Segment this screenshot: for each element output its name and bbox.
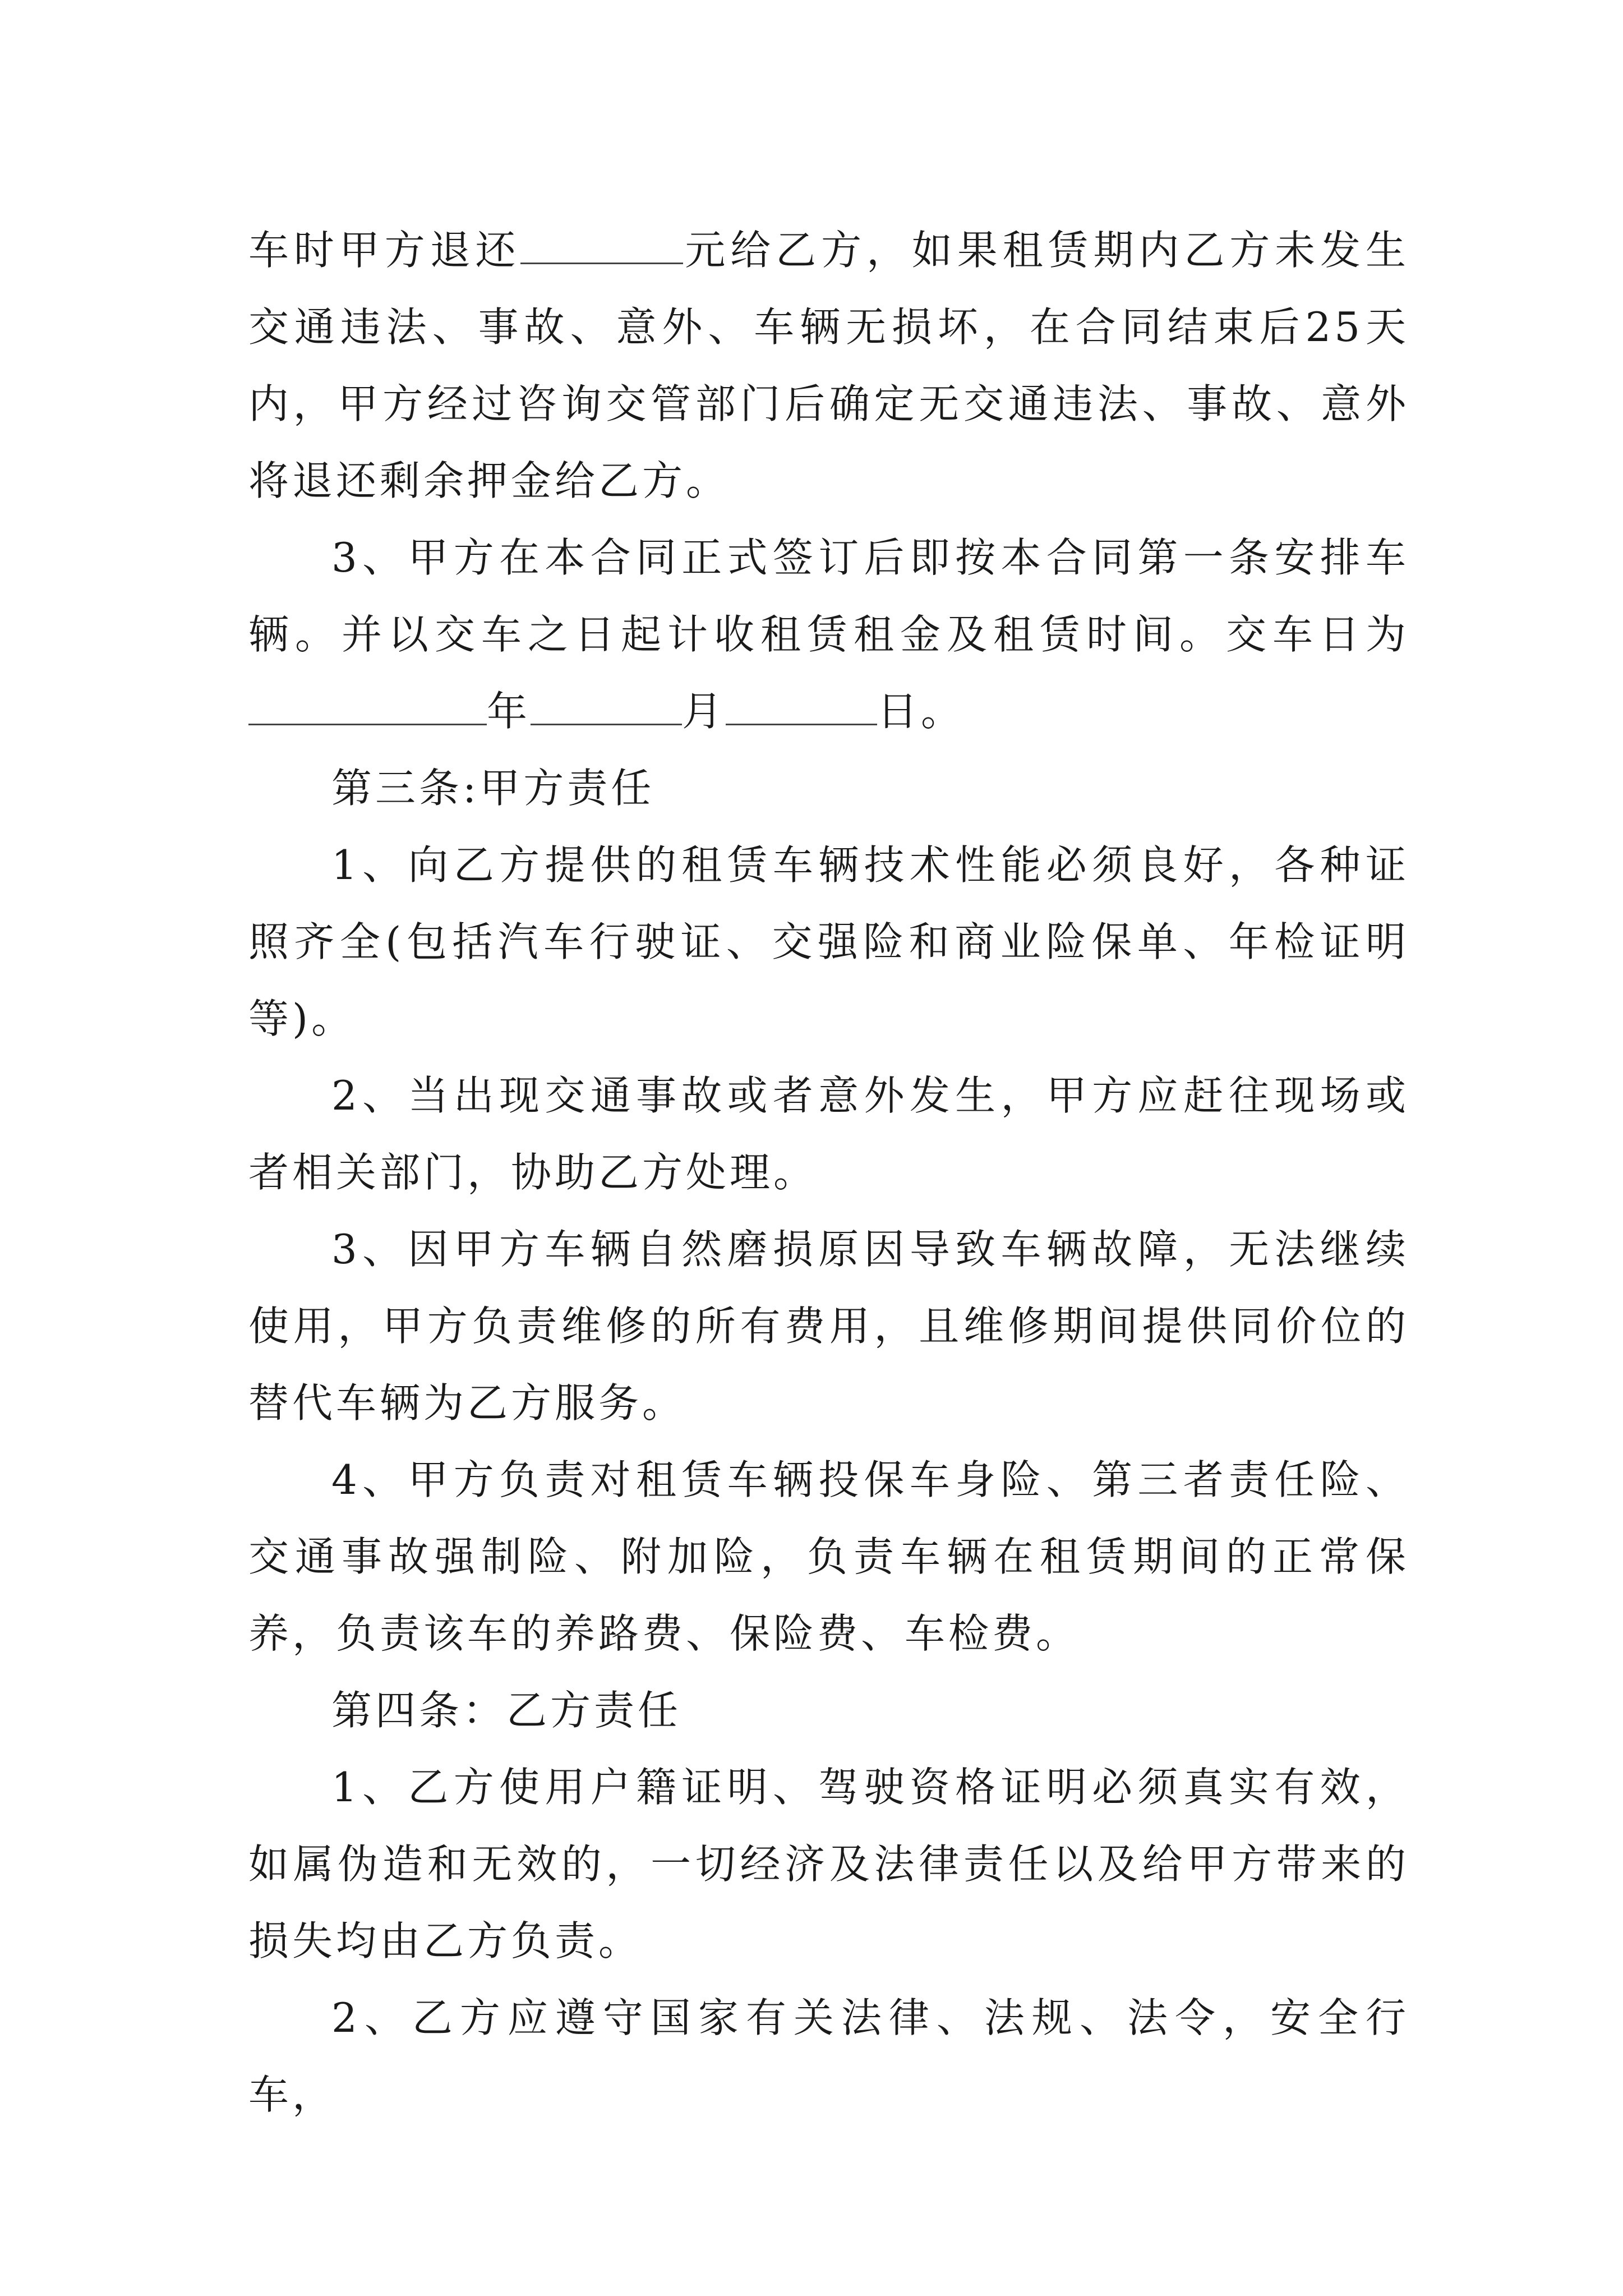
clause-a-4: 4、甲方负责对租赁车辆投保车身险、第三者责任险、交通事故强制险、附加险，负责车辆在租赁期间的正常保养，负责该车的养路费、保险费、车检费。 (248, 1456, 1409, 1657)
month-label: 月 (682, 688, 726, 735)
section-heading-party-a: 第三条:甲方责任 (331, 765, 655, 812)
refund-amount-blank (520, 229, 683, 264)
clause-a-3: 3、因甲方车辆自然磨损原因导致车辆故障，无法继续使用，甲方负责维修的所有费用，且维修期间提供同价位的替代车辆为乙方服务。 (248, 1226, 1409, 1427)
paragraph-deposit-refund (248, 212, 1409, 519)
paragraph-vehicle-delivery (248, 519, 1409, 750)
text-segment: 车时甲方退还 (248, 227, 521, 274)
day-label: 日。 (877, 688, 965, 735)
day-blank (726, 690, 877, 725)
clause-b-2: 2、乙方应遵守国家有关法律、法规、法令，安全行车， (248, 1994, 1409, 2118)
clause-a-1: 1、向乙方提供的租赁车辆技术性能必须良好，各种证照齐全(包括汽车行驶证、交强险和商业险保单、年检证明等)。 (248, 841, 1409, 1042)
year-blank (248, 690, 487, 725)
section-heading-party-b: 第四条：乙方责任 (331, 1687, 682, 1734)
text-segment: 元给乙方，如果租赁期内乙方未发生交通违法、事故、意外、车辆无损坏，在合同结束后25天内，甲方经过咨询交管部门后确定无交通违法、事故、意外将退还剩余押金给乙方。 (248, 227, 1409, 504)
document-body (248, 212, 1409, 2133)
clause-a-2: 2、当出现交通事故或者意外发生，甲方应赶往现场或者相关部门，协助乙方处理。 (248, 1072, 1409, 1196)
year-label: 年 (487, 688, 531, 735)
month-blank (531, 690, 682, 725)
clause-b-1: 1、乙方使用户籍证明、驾驶资格证明必须真实有效，如属伪造和无效的，一切经济及法律责任以及给甲方带来的损失均由乙方负责。 (248, 1764, 1409, 1964)
text-segment: 3、甲方在本合同正式签订后即按本合同第一条安排车辆。并以交车之日起计收租赁租金及租赁时间。交车日为 (248, 534, 1409, 658)
